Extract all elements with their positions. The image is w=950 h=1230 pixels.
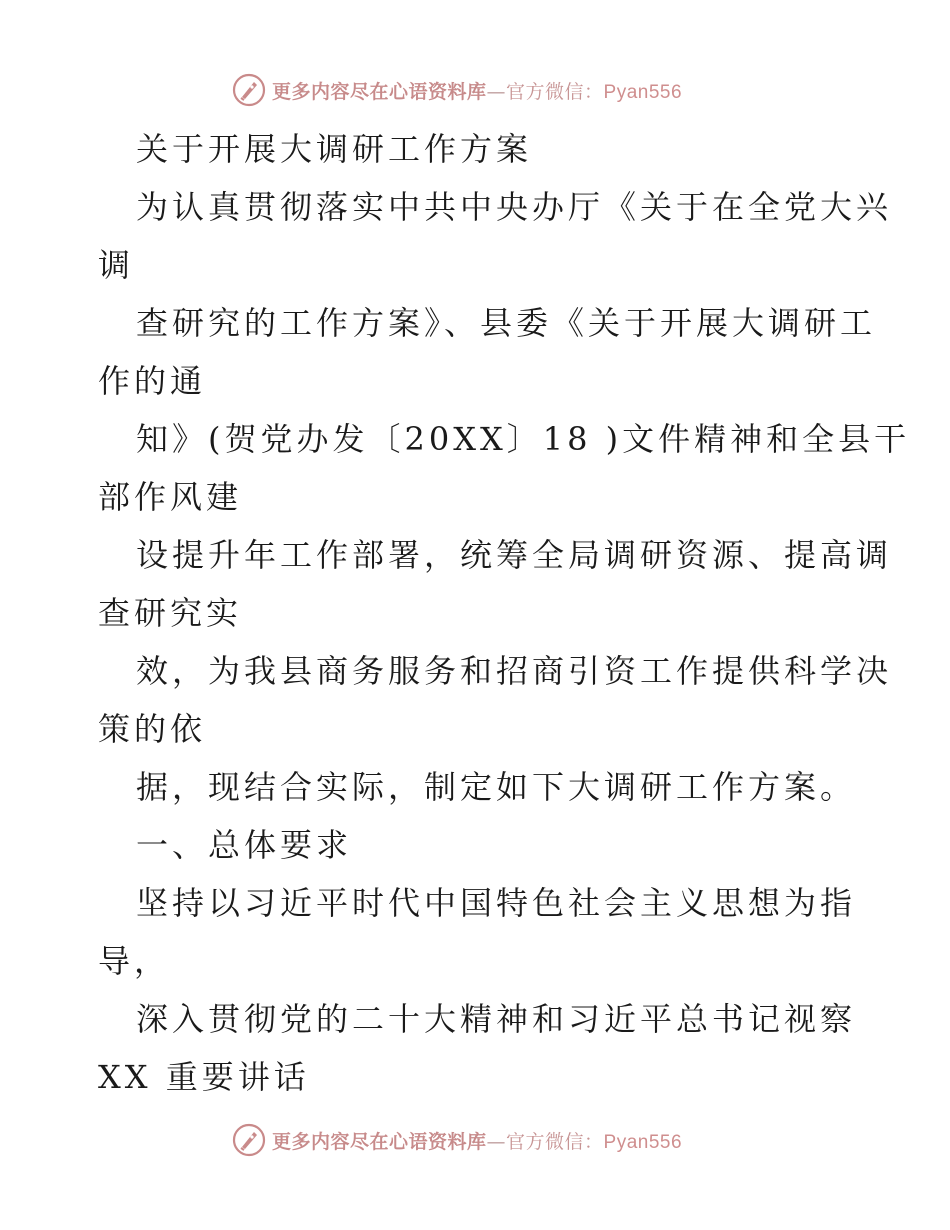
document-line: 作的通 — [98, 362, 207, 400]
document-line: 关于开展大调研工作方案 — [136, 130, 533, 168]
document-line: 为认真贯彻落实中共中央办厅《关于在全党大兴 — [136, 188, 893, 226]
document-line: 知》(贺党办发〔20XX〕18 )文件精神和全县干 — [136, 420, 911, 458]
document-line: 坚持以习近平时代中国特色社会主义思想为指 — [136, 884, 857, 922]
fountain-pen-logo-icon — [232, 73, 266, 107]
document-line: 设提升年工作部署，统筹全局调研资源、提高调 — [136, 536, 893, 574]
document-line: 据，现结合实际，制定如下大调研工作方案。 — [136, 768, 857, 806]
document-line: 查研究的工作方案》、县委《关于开展大调研工 — [136, 304, 877, 342]
watermark-contact-label: 官方微信： — [506, 1130, 604, 1153]
document-body — [98, 120, 911, 1106]
document-line: XX 重要讲话 — [98, 1058, 310, 1096]
watermark-footer — [232, 1120, 712, 1160]
watermark-handle: Pyan556 — [603, 1131, 683, 1153]
watermark-main: 更多内容尽在心语资料库 — [272, 80, 487, 103]
watermark-main: 更多内容尽在心语资料库 — [272, 1130, 487, 1153]
fountain-pen-logo-icon — [232, 1123, 266, 1157]
document-line: 效，为我县商务服务和招商引资工作提供科学决 — [136, 652, 893, 690]
document-line: 查研究实 — [98, 594, 243, 632]
document-line: 调 — [98, 246, 135, 284]
watermark-separator: — — [486, 1130, 507, 1153]
document-line: 策的依 — [98, 710, 207, 748]
watermark-contact-label: 官方微信： — [506, 80, 604, 103]
document-line: 一、总体要求 — [136, 826, 353, 864]
watermark-header — [232, 70, 712, 110]
watermark-text — [272, 1127, 682, 1154]
watermark-separator: — — [486, 80, 507, 103]
watermark-handle: Pyan556 — [603, 81, 683, 103]
watermark-text — [272, 77, 682, 104]
document-line: 深入贯彻党的二十大精神和习近平总书记视察 — [136, 1000, 857, 1038]
document-line: 导， — [98, 942, 171, 980]
document-line: 部作风建 — [98, 478, 243, 516]
